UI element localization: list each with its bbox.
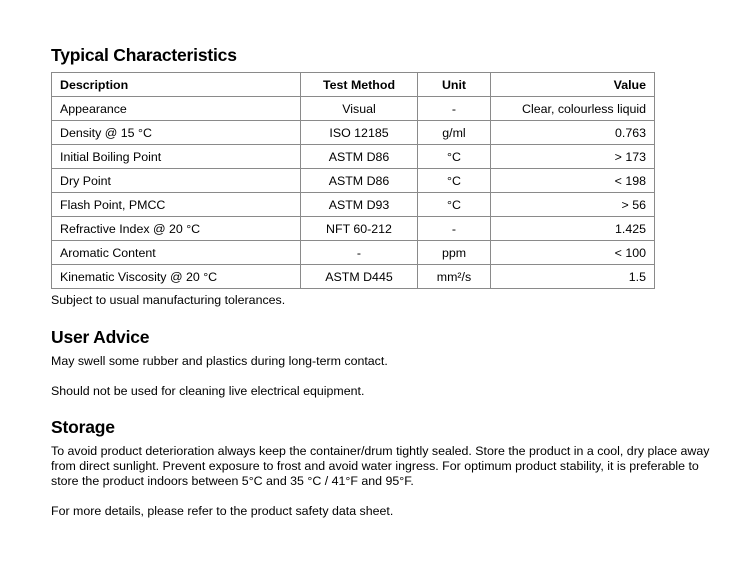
row-unit: °C (418, 193, 491, 217)
row-description: Refractive Index @ 20 °C (52, 217, 301, 241)
row-value: > 56 (491, 193, 655, 217)
row-unit: - (418, 217, 491, 241)
row-value: 1.425 (491, 217, 655, 241)
column-header-unit: Unit (418, 73, 491, 97)
row-test-method: Visual (301, 97, 418, 121)
advice-line: May swell some rubber and plastics during long-term contact. (51, 354, 388, 368)
characteristics-table (51, 72, 655, 289)
tolerance-note: Subject to usual manufacturing tolerances. (51, 293, 286, 307)
row-unit: °C (418, 145, 491, 169)
row-test-method: NFT 60-212 (301, 217, 418, 241)
row-description: Appearance (52, 97, 301, 121)
row-value: Clear, colourless liquid (491, 97, 655, 121)
row-test-method: ASTM D86 (301, 145, 418, 169)
row-unit: ppm (418, 241, 491, 265)
row-description: Initial Boiling Point (52, 145, 301, 169)
row-value: < 100 (491, 241, 655, 265)
row-test-method: ASTM D93 (301, 193, 418, 217)
column-header-description: Description (52, 73, 301, 97)
row-value: 0.763 (491, 121, 655, 145)
table-row (52, 265, 655, 289)
table-header-row (52, 73, 655, 97)
row-description: Density @ 15 °C (52, 121, 301, 145)
row-value: < 198 (491, 169, 655, 193)
table-row (52, 241, 655, 265)
row-value: 1.5 (491, 265, 655, 289)
storage-paragraph: To avoid product deterioration always keep the container/drum tightly sealed. Store the product in a cool, dry place away from direct sunlight. Prevent exposure to frost and avoid water ingress. For optimum product stability, it is preferable to store the product indoors between 5°C and 35 °C / 41°F and 95°F. (51, 444, 710, 488)
typical-characteristics-heading: Typical Characteristics (51, 45, 237, 65)
column-header-test-method: Test Method (301, 73, 418, 97)
row-description: Kinematic Viscosity @ 20 °C (52, 265, 301, 289)
row-description: Dry Point (52, 169, 301, 193)
storage-heading: Storage (51, 417, 115, 437)
row-unit: mm²/s (418, 265, 491, 289)
row-test-method: ISO 12185 (301, 121, 418, 145)
table-row (52, 121, 655, 145)
row-unit: °C (418, 169, 491, 193)
column-header-value: Value (491, 73, 655, 97)
safety-data-sheet-note: For more details, please refer to the product safety data sheet. (51, 504, 394, 518)
row-test-method: - (301, 241, 418, 265)
advice-line: Should not be used for cleaning live electrical equipment. (51, 384, 365, 398)
table-row (52, 97, 655, 121)
row-test-method: ASTM D86 (301, 169, 418, 193)
row-unit: g/ml (418, 121, 491, 145)
row-value: > 173 (491, 145, 655, 169)
table-row (52, 217, 655, 241)
table-row (52, 169, 655, 193)
row-description: Flash Point, PMCC (52, 193, 301, 217)
table-row (52, 193, 655, 217)
table-row (52, 145, 655, 169)
row-description: Aromatic Content (52, 241, 301, 265)
row-unit: - (418, 97, 491, 121)
row-test-method: ASTM D445 (301, 265, 418, 289)
user-advice-heading: User Advice (51, 327, 150, 347)
